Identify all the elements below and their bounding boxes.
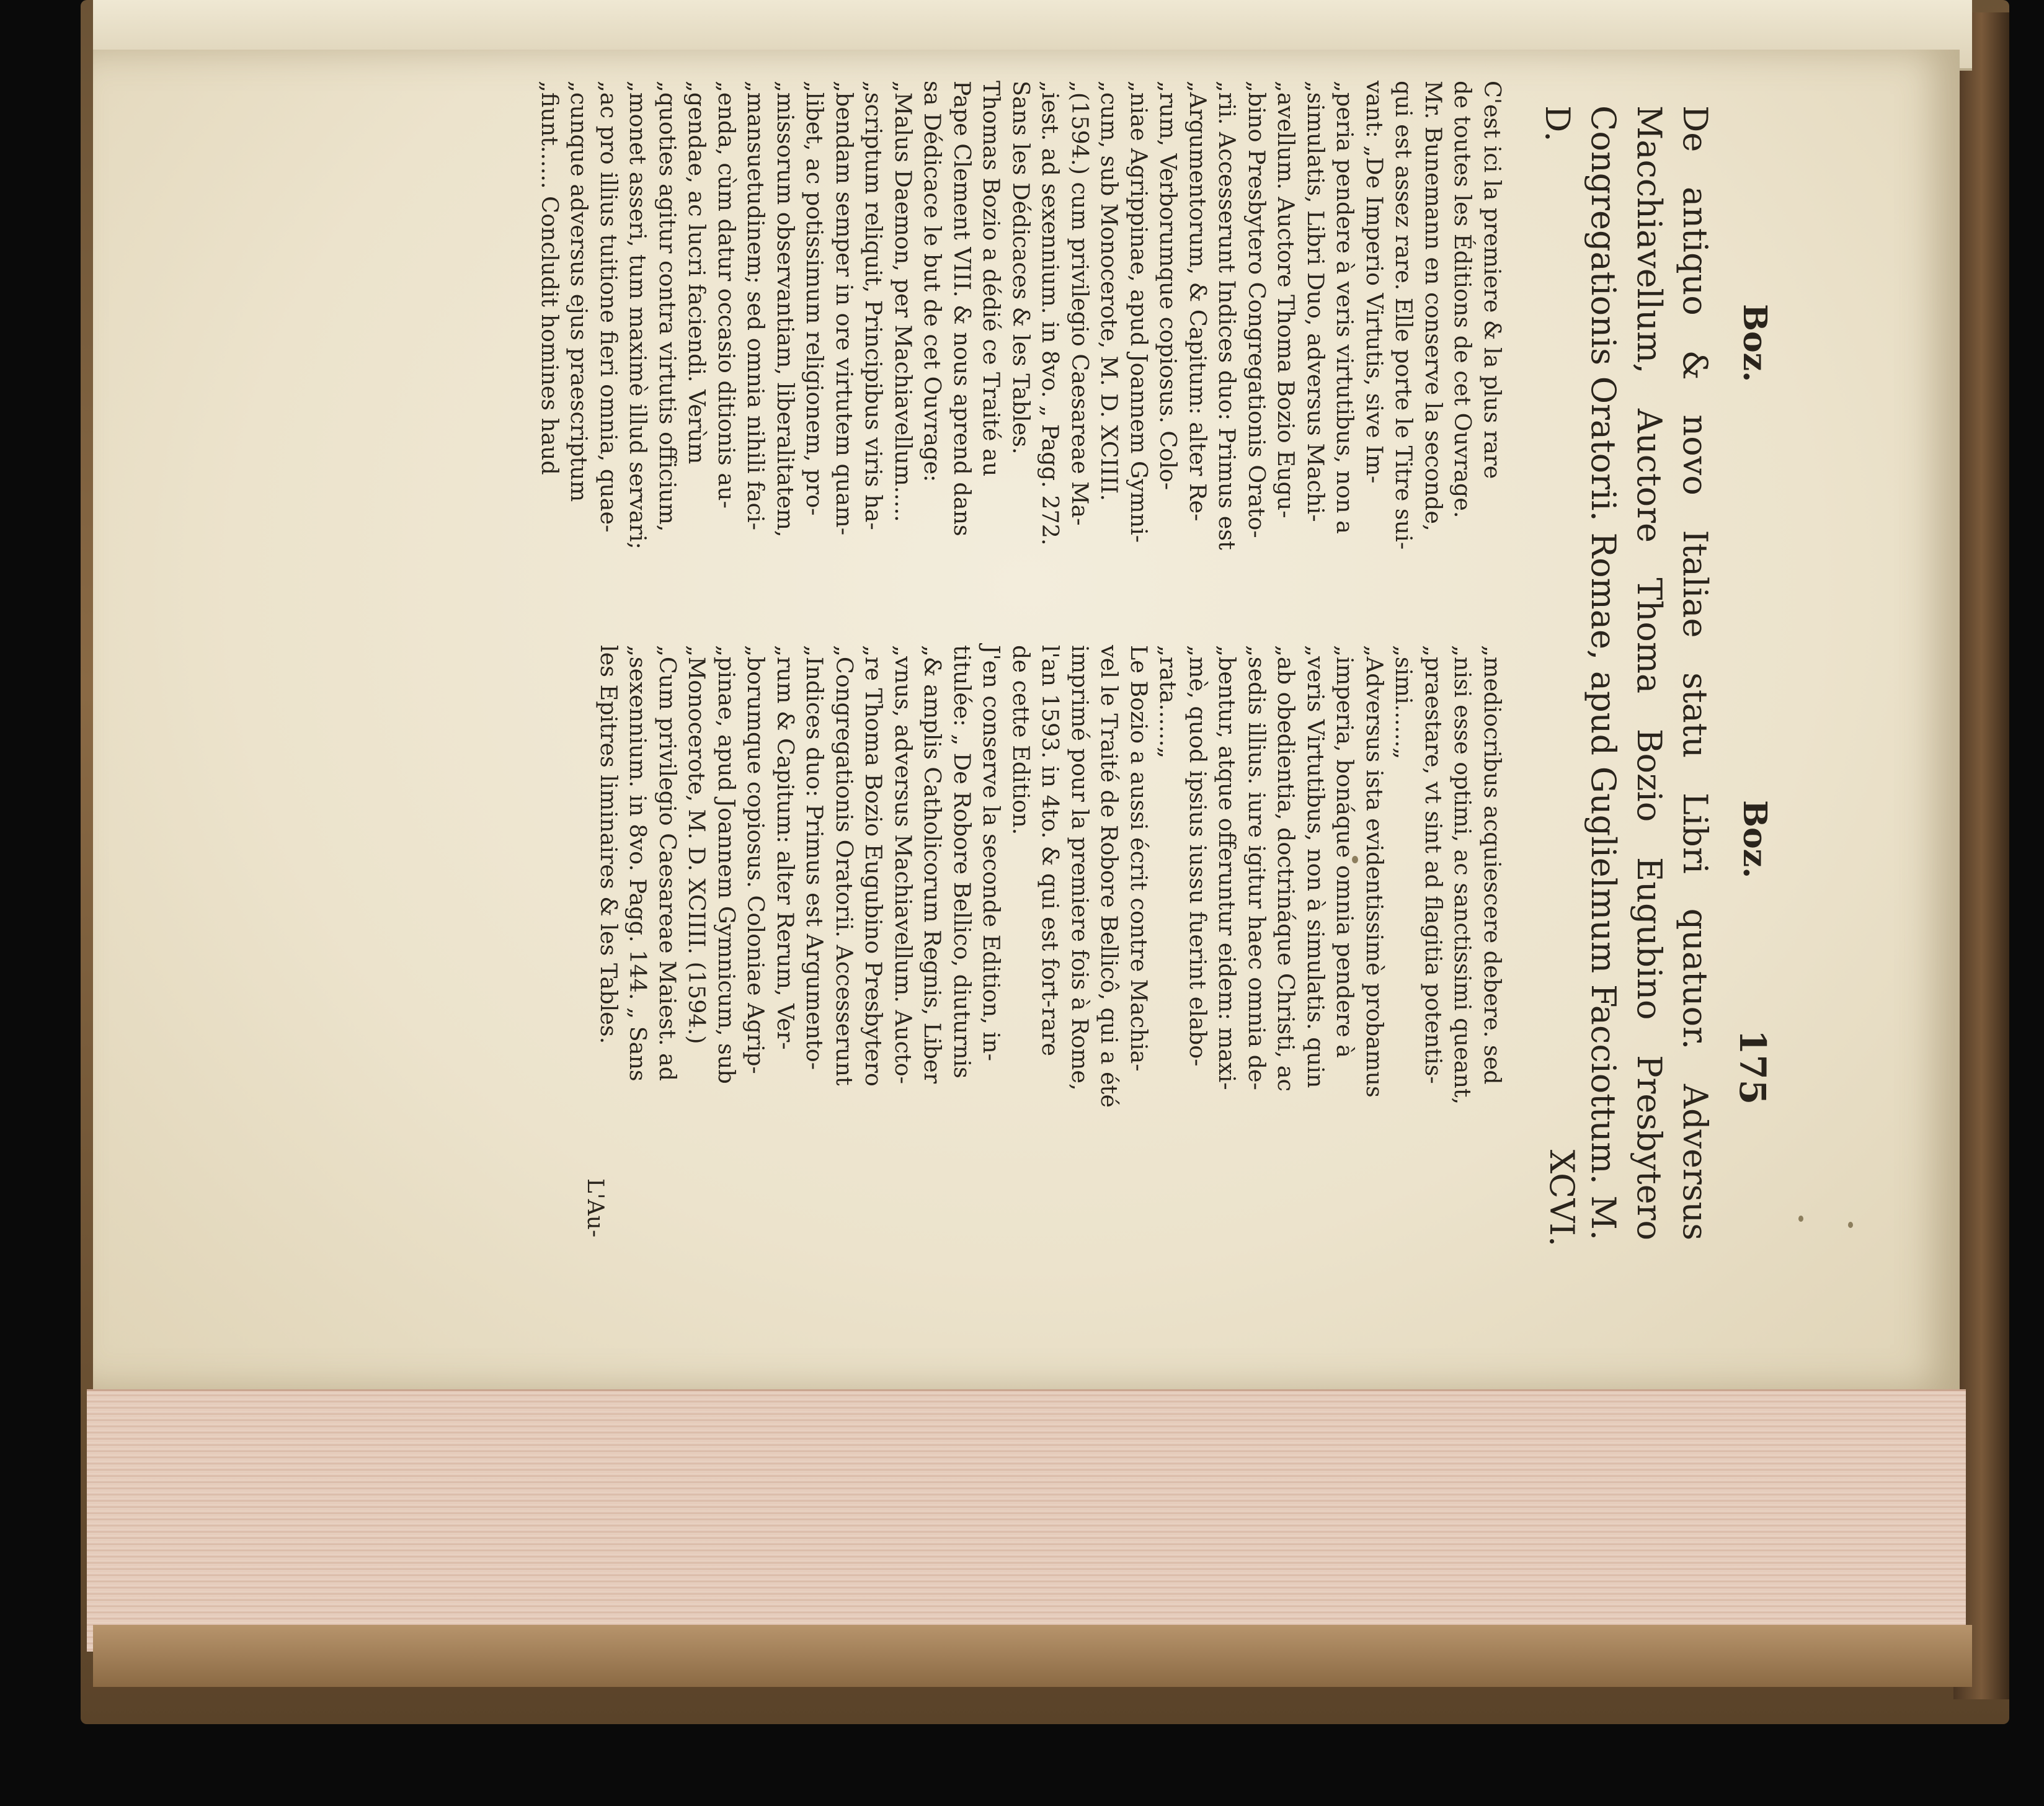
text-line: „rii. Accesserunt Indices duo: Primus est <box>1214 81 1241 550</box>
text-line: J'en conserve la seconde Edition, in- <box>978 645 1005 1061</box>
right-column <box>594 645 1508 1216</box>
text-line: „iest. ad sexennium. in 8vo. „ Pagg. 272. <box>1037 81 1064 546</box>
entry-title: De antiquo & novo Italiae statu Libri quatuor. Adversus Macchiavellum, Auctore Thoma Bozio Eugubino Presbytero Congregationis Oratorii. Romae, apud Guglielmum Facciottum. M. D. <box>1538 105 1715 1240</box>
text-line: „Monocerote, M. D. XCIIII. (1594.) <box>683 645 711 1044</box>
text-line: „quoties agitur contra virtutis officium, <box>654 81 681 532</box>
text-line: de toutes les Éditions de cet Ouvrage. <box>1449 81 1477 518</box>
left-column <box>535 81 1508 626</box>
text-line: „rata......„ <box>1155 645 1182 759</box>
text-line: „cum, sub Monocerote, M. D. XCIIII. <box>1096 81 1123 501</box>
text-line: Mr. Bunemann en conserve la seconde, <box>1420 81 1447 532</box>
text-line: „peria pendere à veris virtutibus, non a <box>1331 81 1359 534</box>
text-line: „mansuetudinem; sed omnia nihili faci- <box>742 81 770 530</box>
text-line: „cunque adversus ejus praescriptum <box>566 81 593 502</box>
text-line: „monet asseri, tum maximè illud servari; <box>624 81 652 549</box>
text-line: Sans les Dédicaces & les Tables. <box>1008 81 1034 455</box>
text-line: „bino Presbytero Congregationis Orato- <box>1243 81 1270 538</box>
running-head-left: Boz. <box>1736 304 1774 383</box>
entry-roman-year: XCVI. <box>1542 1149 1581 1247</box>
text-line: „gendae, ac lucri faciendi. Verùm <box>683 81 711 465</box>
text-line: „pinae, apud Joannem Gymnicum, sub <box>713 645 740 1084</box>
text-line: „re Thoma Bozio Eugubino Presbytero <box>860 645 887 1087</box>
running-head-center: Boz. <box>1736 800 1774 879</box>
text-line: titulée: „ De Robore Bellico, diuturnis <box>949 645 975 1079</box>
text-line: „avellum. Auctore Thoma Bozio Eugu- <box>1273 81 1300 518</box>
text-line: les Epitres liminaires & les Tables. <box>595 645 622 1044</box>
text-line: „sexennium. in 8vo. Pagg. 144. „ Sans <box>624 645 652 1082</box>
text-line: l'an 1593. in 4to. & qui est fort-rare <box>1037 645 1064 1056</box>
text-line: „enda, cùm datur occasio ditionis au- <box>713 81 740 509</box>
text-line: Le Bozio a aussi écrit contre Machia- <box>1126 645 1152 1072</box>
text-line: „ab obedientia, doctrináque Christi, ac <box>1273 645 1300 1092</box>
text-line: Thomas Bozio a dédié ce Traité au <box>978 81 1005 477</box>
text-line: „nisi esse optimi, ac sanctissimi queant, <box>1449 645 1477 1105</box>
text-line: „Indices duo: Primus est Argumento- <box>801 645 829 1070</box>
text-line: imprimé pour la premiere fois à Rome, <box>1067 645 1093 1091</box>
text-line: „Adversus ista evidentissimè probamus <box>1361 645 1388 1098</box>
page-fore-edge <box>87 1389 1966 1652</box>
text-line: „vnus, adversus Machiavellum. Aucto- <box>890 645 917 1084</box>
text-line: „Congregationis Oratorii. Accesserunt <box>831 645 858 1086</box>
text-line: vant: „De Imperio Virtutis, sive Im- <box>1361 81 1388 484</box>
text-line: „veris Virtutibus, non à simulatis. quin <box>1302 645 1329 1088</box>
text-line: „Malus Daemon, per Machiavellum..... <box>890 81 917 522</box>
text-line: Pape Clement VIII. & nous aprend dans <box>949 81 975 536</box>
page-spot <box>1798 1216 1803 1222</box>
text-line: „ac pro illius tuitione fieri omnia, quae- <box>595 81 622 533</box>
text-line: „mè, quod ipsius iussu fuerint elabo- <box>1184 645 1211 1067</box>
cover-edge <box>93 1625 1972 1687</box>
text-line: „niae Agrippinae, apud Joannem Gymni- <box>1126 81 1152 543</box>
text-line: „sedis illius. iure igitur haec omnia de- <box>1243 645 1270 1090</box>
text-line: „borumque copiosus. Coloniae Agrip- <box>742 645 770 1074</box>
text-line: sa Dédicace le but de cet Ouvrage: <box>919 81 946 483</box>
text-line: „Argumentorum, & Capitum: alter Re- <box>1184 81 1211 522</box>
text-line: „libet, ac potissimum religionem, pro- <box>801 81 829 516</box>
text-line: „bentur, atque offeruntur eidem: maxi- <box>1214 645 1241 1090</box>
text-line: „simi......„ <box>1390 645 1418 760</box>
text-line: C'est ici la premiere & la plus rare <box>1479 81 1506 479</box>
page-number: 175 <box>1731 1030 1774 1105</box>
text-line: „fiunt...... Concludit homines haud <box>536 81 563 475</box>
text-line: „bendam semper in ore virtutem quam- <box>831 81 858 536</box>
rotated-text-block <box>0 81 1774 1247</box>
text-line: „missorum observantiam, liberalitatem, <box>772 81 799 538</box>
text-line: „imperia, bonáque omnia pendere à <box>1331 645 1359 1058</box>
text-line: „scriptum reliquit, Principibus viris ha- <box>860 81 887 530</box>
text-line: „(1594.) cum privilegio Caesareae Ma- <box>1067 81 1093 526</box>
text-line: qui est assez rare. Elle porte le Titre sui- <box>1390 81 1418 550</box>
text-line: vel le Traité de Robore Bellicô, qui a été <box>1096 645 1123 1108</box>
text-line: de cette Edition. <box>1008 645 1034 835</box>
text-line: „rum & Capitum: alter Rerum, Ver- <box>772 645 799 1050</box>
text-line: „& amplis Catholicorum Regnis, Liber <box>919 645 946 1084</box>
catchword: L'Au- <box>582 1178 608 1238</box>
text-line: „simulatis, Libri Duo, adversus Machi- <box>1302 81 1329 522</box>
text-line: „praestare, vt sint ad flagitia potentis- <box>1420 645 1447 1084</box>
page-spot <box>1848 1222 1853 1228</box>
text-line: „mediocribus acquiescere debere. sed <box>1479 645 1506 1085</box>
text-line: „rum, Verborumque copiosus. Colo- <box>1155 81 1182 491</box>
text-line: „Cum privilegio Caesareae Maiest. ad <box>654 645 681 1082</box>
